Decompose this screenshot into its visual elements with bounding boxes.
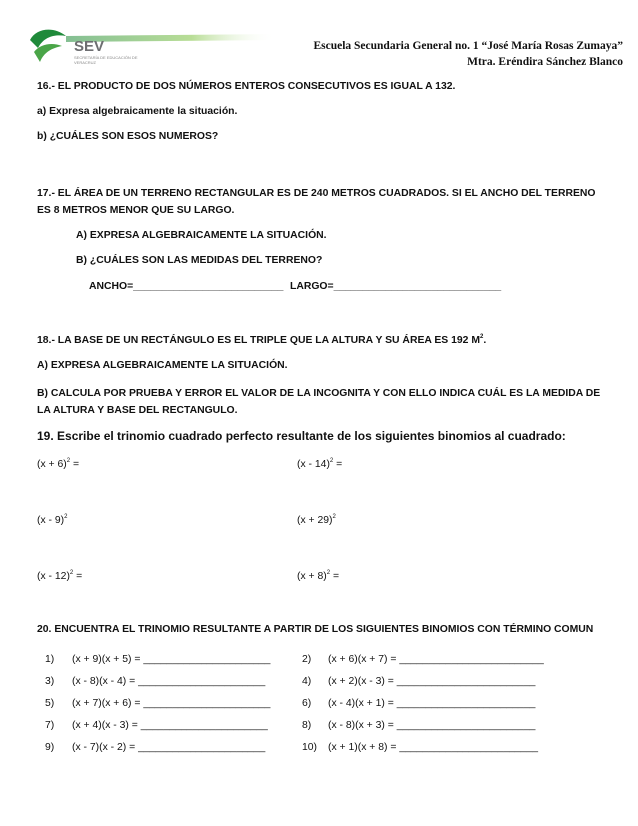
q19-item-2-base: (x - 14) xyxy=(297,459,330,470)
q19-item-4 xyxy=(297,514,336,528)
q19-item-5-base: (x - 12) xyxy=(37,571,70,582)
q19-item-1-tail: = xyxy=(70,459,80,470)
q20-item-6-num: 6) xyxy=(302,698,312,709)
q20-item-4-num: 4) xyxy=(302,676,312,687)
q19-item-2 xyxy=(297,458,342,472)
q19-item-5 xyxy=(37,570,82,584)
q17-part-a: A) EXPRESA ALGEBRAICAMENTE LA SITUACIÓN. xyxy=(76,230,327,241)
q19-item-6-exp: 2 xyxy=(326,570,331,576)
q19-item-3-exp: 2 xyxy=(64,514,68,520)
q20-item-3-expr: (x - 8)(x - 4) = ______________________ xyxy=(72,676,266,687)
q19-item-5-tail: = xyxy=(73,571,83,582)
q19-item-6-tail: = xyxy=(330,571,340,582)
q19-item-2-tail: = xyxy=(333,459,343,470)
q20-item-9-expr: (x - 7)(x - 2) = ______________________ xyxy=(72,742,266,753)
q20-item-1-num: 1) xyxy=(45,654,55,665)
q19-item-4-base: (x + 29) xyxy=(297,515,333,526)
q19-item-3 xyxy=(37,514,67,528)
q20-item-3-num: 3) xyxy=(45,676,55,687)
q17-title: 17.- EL ÁREA DE UN TERRENO RECTANGULAR ES DE 240 METROS CUADRADOS. SI EL ANCHO DEL TERRENO ES 8 METROS MENOR QUE SU LARGO. xyxy=(37,188,596,216)
q19-item-3-base: (x - 9) xyxy=(37,515,65,526)
q19-item-2-exp: 2 xyxy=(329,458,334,464)
q19-item-5-exp: 2 xyxy=(69,570,74,576)
q18-part-a: A) EXPRESA ALGEBRAICAMENTE LA SITUACIÓN. xyxy=(37,360,288,371)
q20-item-6-expr: (x - 4)(x + 1) = ________________________ xyxy=(328,698,536,709)
q20-item-10-num: 10) xyxy=(302,742,318,753)
logo-text: SEV xyxy=(74,38,105,55)
q16-title: 16.- EL PRODUCTO DE DOS NÚMEROS ENTEROS CONSECUTIVOS ES IGUAL A 132. xyxy=(37,81,456,92)
q16-part-a: a) Expresa algebraicamente la situación. xyxy=(37,106,238,117)
q20-item-8-num: 8) xyxy=(302,720,312,731)
q20-item-2-expr: (x + 6)(x + 7) = _________________________ xyxy=(328,654,544,665)
q17-largo-field: LARGO=_____________________________ xyxy=(290,281,502,292)
q20-item-7-num: 7) xyxy=(45,720,55,731)
q18-title-text: 18.- LA BASE DE UN RECTÁNGULO ES EL TRIPLE QUE LA ALTURA Y SU ÁREA ES 192 M xyxy=(37,335,481,346)
q16-part-b: b) ¿CUÁLES SON ESOS NUMEROS? xyxy=(37,131,219,142)
teacher-name: Mtra. Eréndira Sánchez Blanco xyxy=(467,56,623,68)
q20-title: 20. ENCUENTRA EL TRINOMIO RESULTANTE A PARTIR DE LOS SIGUIENTES BINOMIOS CON TÉRMINO COMUN xyxy=(37,624,594,635)
q19-item-6 xyxy=(297,570,339,584)
q20-item-4-expr: (x + 2)(x - 3) = ________________________ xyxy=(328,676,536,687)
q20-item-5-expr: (x + 7)(x + 6) = ______________________ xyxy=(72,698,271,709)
q19-item-6-base: (x + 8) xyxy=(297,571,327,582)
logo-subtext: SECRETARÍA DE EDUCACIÓN DE VERACRUZ xyxy=(74,55,138,65)
q18-title xyxy=(37,334,486,348)
q20-item-2-num: 2) xyxy=(302,654,312,665)
q20-item-1-expr: (x + 9)(x + 5) = ______________________ xyxy=(72,654,271,665)
school-name: Escuela Secundaria General no. 1 “José María Rosas Zumaya” xyxy=(313,40,623,52)
q20-item-8-expr: (x - 8)(x + 3) = ________________________ xyxy=(328,720,536,731)
q17-ancho-field: ANCHO=__________________________ xyxy=(89,281,284,292)
q19-item-4-exp: 2 xyxy=(332,514,336,520)
q18-title-exponent: 2 xyxy=(480,334,484,340)
q19-item-1-exp: 2 xyxy=(66,458,71,464)
q18-part-b: B) CALCULA POR PRUEBA Y ERROR EL VALOR DE LA INCOGNITA Y CON ELLO INDICA CUÁL ES LA MEDIDA DE LA ALTURA Y BASE DEL RECTANGULO. xyxy=(37,388,601,416)
q20-item-10-expr: (x + 1)(x + 8) = ________________________ xyxy=(328,742,539,753)
sev-leaf-icon xyxy=(26,22,286,68)
sev-logo xyxy=(26,22,286,68)
q17-part-b: B) ¿CUÁLES SON LAS MEDIDAS DEL TERRENO? xyxy=(76,255,323,266)
q19-item-1-base: (x + 6) xyxy=(37,459,67,470)
q19-title: 19. Escribe el trinomio cuadrado perfecto resultante de los siguientes binomios al cuadrado: xyxy=(37,429,566,443)
q19-item-1 xyxy=(37,458,79,472)
q20-item-9-num: 9) xyxy=(45,742,55,753)
q18-title-end: . xyxy=(483,335,487,346)
q20-item-5-num: 5) xyxy=(45,698,55,709)
q20-item-7-expr: (x + 4)(x - 3) = ______________________ xyxy=(72,720,268,731)
